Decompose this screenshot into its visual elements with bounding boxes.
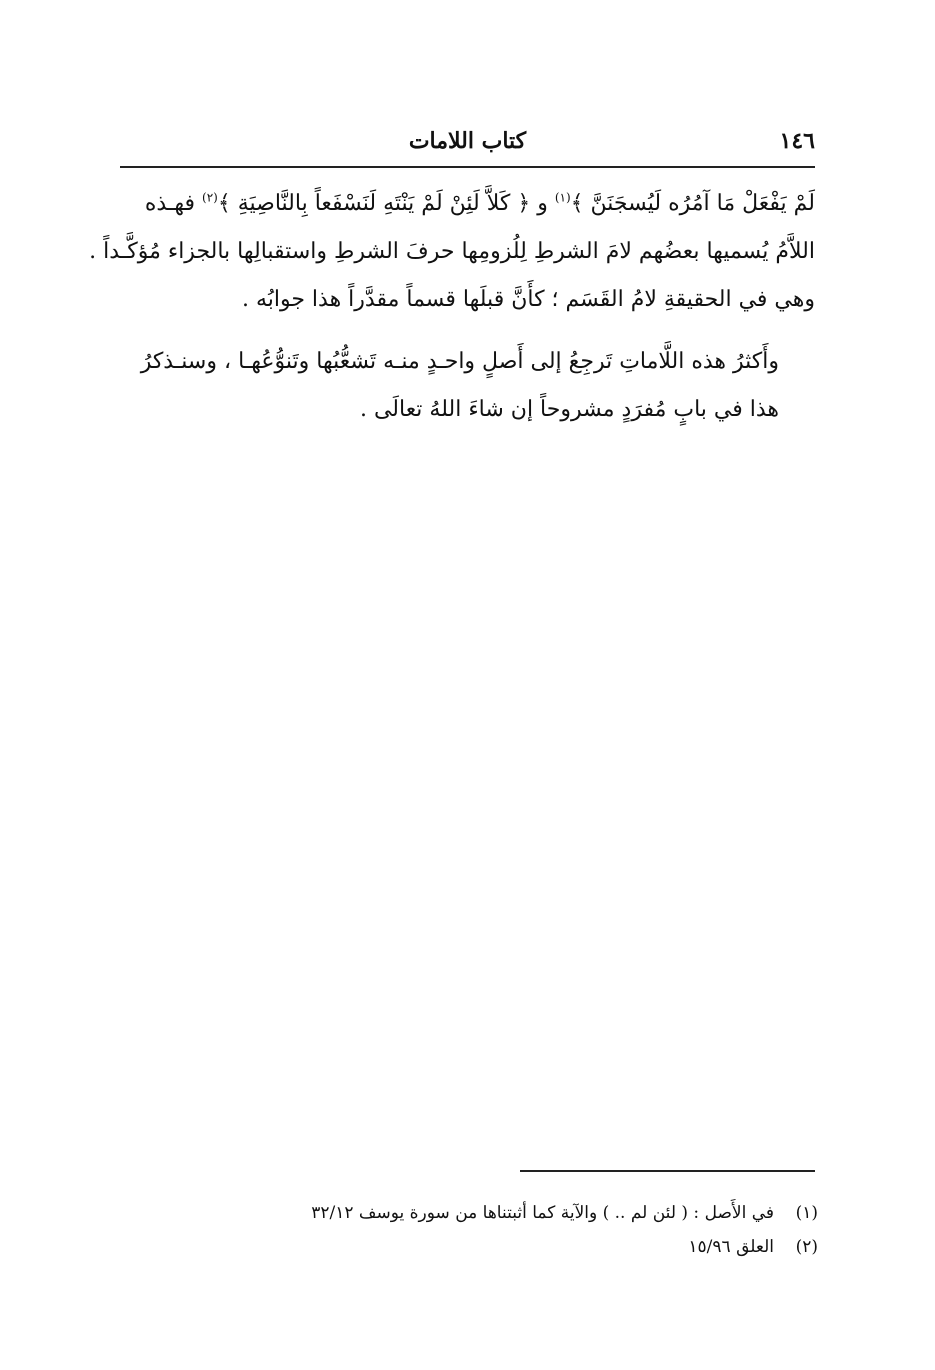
page-number: ١٤٦ [779, 128, 815, 154]
paragraph-1-line-3: وهي في الحقيقةِ لامُ القَسَم ؛ كأَنَّ قبلَها قسماً مقدَّراً هذا جوابُه . [241, 287, 815, 312]
quran-quote-1: لَمْ يَفْعَلْ مَا آمُرُه لَيُسجَنَنَّ ﴾ [570, 191, 815, 216]
line-1-end: فهـذه [144, 191, 203, 216]
footnote-2-marker: (٢) [795, 1237, 818, 1257]
footnote-1-text: في الأَصل : ( لئن لم .. ) والآية كما أثبتناها من سورة يوسف ٣٢/١٢ [311, 1203, 774, 1223]
footnotes [200, 1196, 818, 1264]
paragraph-1-line-1 [118, 180, 815, 228]
footnote-2-text: العلق ١٥/٩٦ [688, 1237, 774, 1257]
running-header [120, 124, 815, 164]
paragraph-1-line-2: اللاَّمُ يُسميها بعضُهم لامَ الشرطِ لِلُزومِها حرفَ الشرطِ واستقبالِها بالجزاء مُؤكَّـداً . [89, 239, 815, 264]
main-text [89, 180, 815, 434]
footnote-1 [200, 1196, 818, 1230]
paragraph-1 [89, 180, 815, 324]
book-title: كتاب اللامات [408, 128, 527, 154]
paragraph-2-line-1: وأَكثرُ هذه اللَّاماتِ تَرجِعُ إلى أَصلٍ واحـدٍ منـه تَشعُّبُها وتَنوُّعُهـا ، وسنـذكرُ [140, 349, 779, 374]
footnote-divider [520, 1170, 815, 1172]
header-divider [120, 166, 815, 168]
footnote-mark-1: (١) [554, 190, 571, 205]
paragraph-2 [118, 338, 815, 434]
quran-quote-2: و ﴿ كَلاَّ لَئِنْ لَمْ يَنْتَهِ لَنَسْفَعاً بِالنَّاصِيَةِ ﴾ [217, 191, 555, 216]
footnote-mark-2: (٢) [202, 190, 218, 205]
footnote-2 [200, 1230, 818, 1264]
footnote-1-marker: (١) [795, 1203, 818, 1223]
paragraph-2-line-2: هذا في بابٍ مُفرَدٍ مشروحاً إن شاءَ اللهُ تعالَى . [359, 397, 779, 422]
